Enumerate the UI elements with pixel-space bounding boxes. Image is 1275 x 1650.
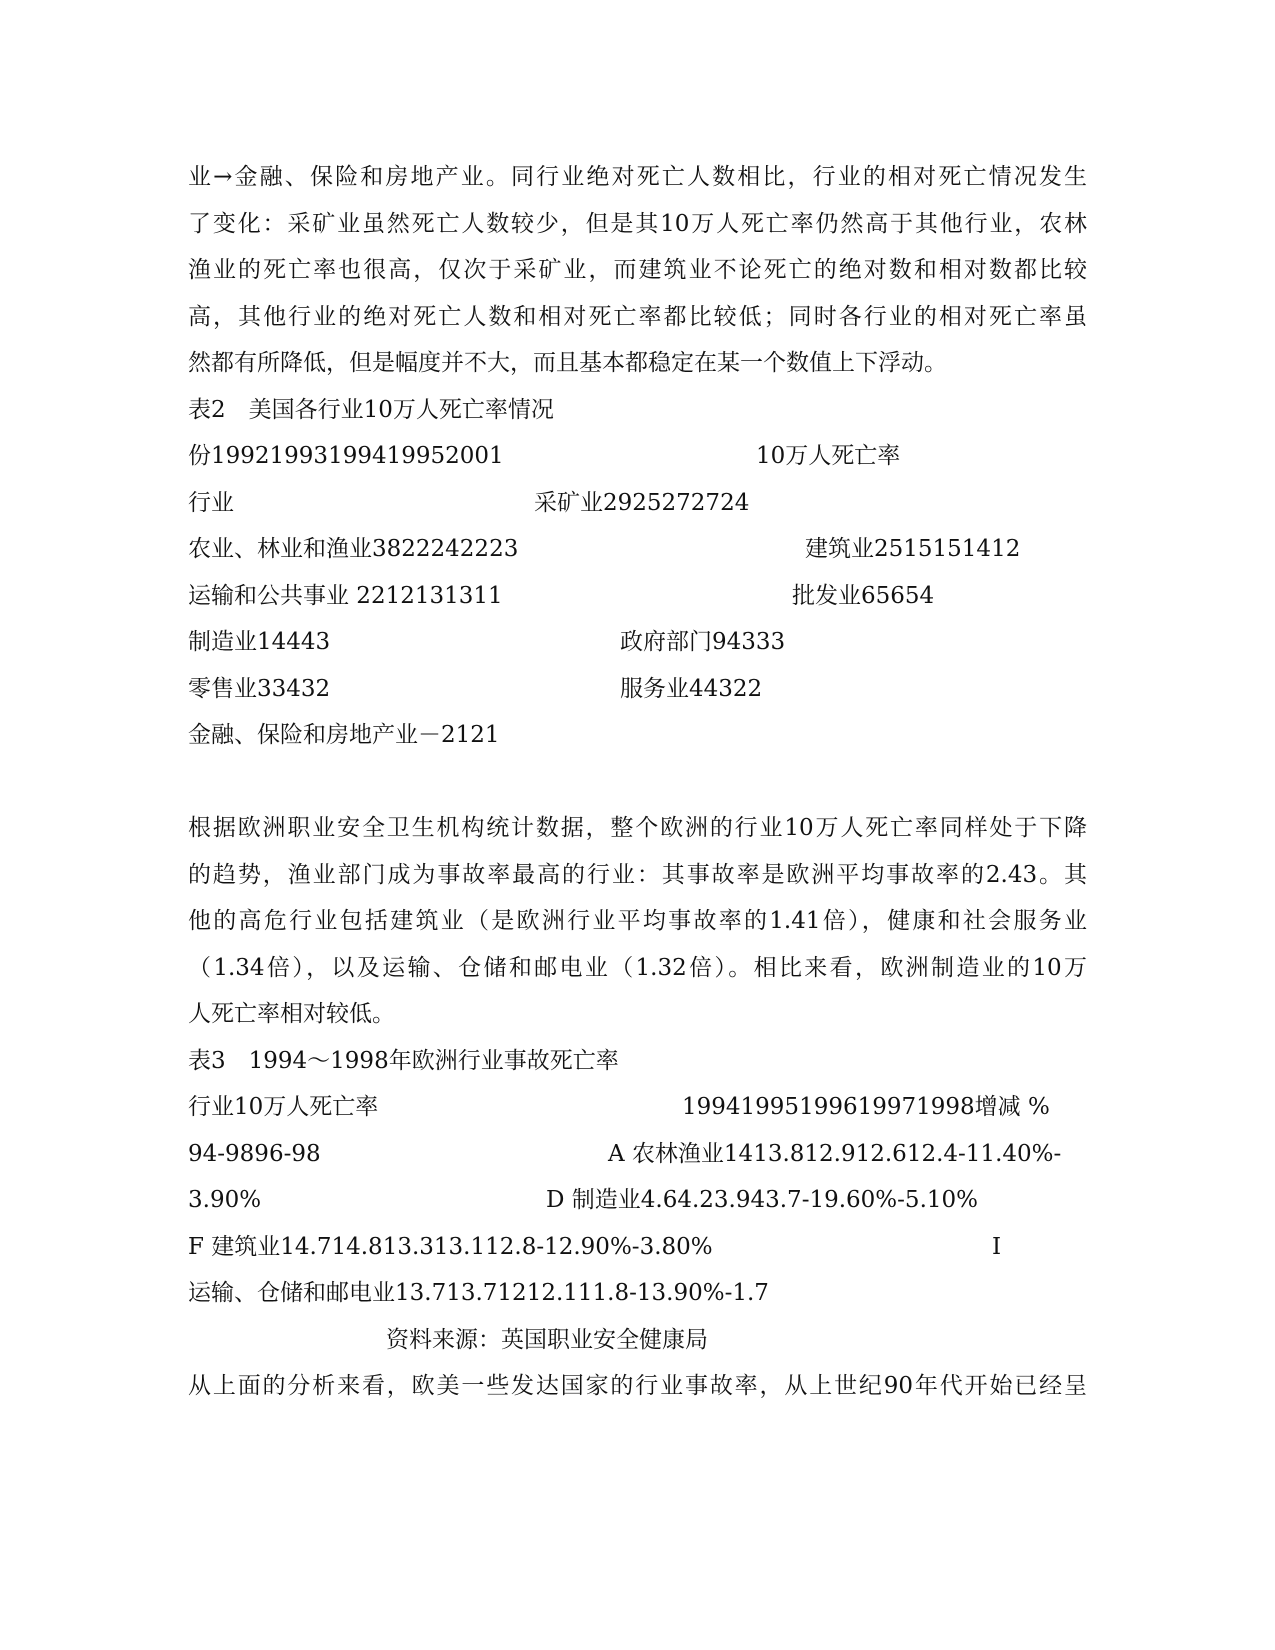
table-3-cell: 运输、仓储和邮电业13.713.71212.111.8-13.90%-1.7 [188,1280,769,1306]
table-3-cell: 19941995199619971998增减 % [682,1094,1050,1120]
table-2-cell: 服务业44322 [620,676,763,702]
table-2-cell: 10万人死亡率 [756,443,901,469]
table-2-cell: 运输和公共事业 2212131311 [188,583,503,609]
table-2-cell: 制造业14443 [188,629,331,655]
table-3-cell: 94-9896-98 [188,1141,321,1167]
table-2-caption: 表2 美国各行业10万人死亡率情况 [188,397,554,423]
table-2-cell: 行业 [188,490,234,516]
table-3-cell: F 建筑业14.714.813.313.112.8-12.90%-3.80% [188,1234,713,1260]
paragraph-1-line-4: 高，其他行业的绝对死亡人数和相对死亡率都比较低；同时各行业的相对死亡率虽 [188,304,1087,330]
paragraph-2-line-1: 根据欧洲职业安全卫生机构统计数据，整个欧洲的行业10万人死亡率同样处于下降 [188,815,1087,841]
paragraph-2-line-5: 人死亡率相对较低。 [188,1001,395,1027]
paragraph-1-line-5: 然都有所降低，但是幅度并不大，而且基本都稳定在某一个数值上下浮动。 [188,350,947,376]
table-3-caption: 表3 1994～1998年欧洲行业事故死亡率 [188,1048,619,1074]
paragraph-2-line-4: （1.34倍），以及运输、仓储和邮电业（1.32倍）。相比来看，欧洲制造业的10万 [188,955,1087,981]
table-2-cell: 农业、林业和渔业3822242223 [188,536,519,562]
paragraph-2-line-2: 的趋势，渔业部门成为事故率最高的行业：其事故率是欧洲平均事故率的2.43。其 [188,862,1087,888]
table-3-cell: I [992,1234,1002,1260]
paragraph-1-line-1: 业→金融、保险和房地产业。同行业绝对死亡人数相比，行业的相对死亡情况发生 [188,164,1087,190]
table-3-cell: A 农林渔业1413.812.912.612.4-11.40%- [608,1141,1062,1167]
paragraph-3-line-1: 从上面的分析来看，欧美一些发达国家的行业事故率，从上世纪90年代开始已经呈 [188,1373,1087,1399]
table-2-cell: 金融、保险和房地产业－2121 [188,722,500,748]
paragraph-1-line-3: 渔业的死亡率也很高，仅次于采矿业，而建筑业不论死亡的绝对数和相对数都比较 [188,257,1087,283]
table-3-cell: 3.90% [188,1187,262,1213]
paragraph-2-line-3: 他的高危行业包括建筑业（是欧洲行业平均事故率的1.41倍），健康和社会服务业 [188,908,1087,934]
table-2-cell: 政府部门94333 [620,629,786,655]
table-3-source: 资料来源：英国职业安全健康局 [386,1327,708,1353]
table-2-cell: 零售业33432 [188,676,331,702]
table-2-cell: 份19921993199419952001 [188,443,504,469]
table-2-cell: 批发业65654 [792,583,935,609]
table-2-cell: 建筑业2515151412 [805,536,1021,562]
paragraph-1-line-2: 了变化：采矿业虽然死亡人数较少，但是其10万人死亡率仍然高于其他行业，农林 [188,211,1087,237]
table-3-cell: D 制造业4.64.23.943.7-19.60%-5.10% [546,1187,979,1213]
table-2-cell: 采矿业2925272724 [534,490,750,516]
table-3-cell: 行业10万人死亡率 [188,1094,379,1120]
